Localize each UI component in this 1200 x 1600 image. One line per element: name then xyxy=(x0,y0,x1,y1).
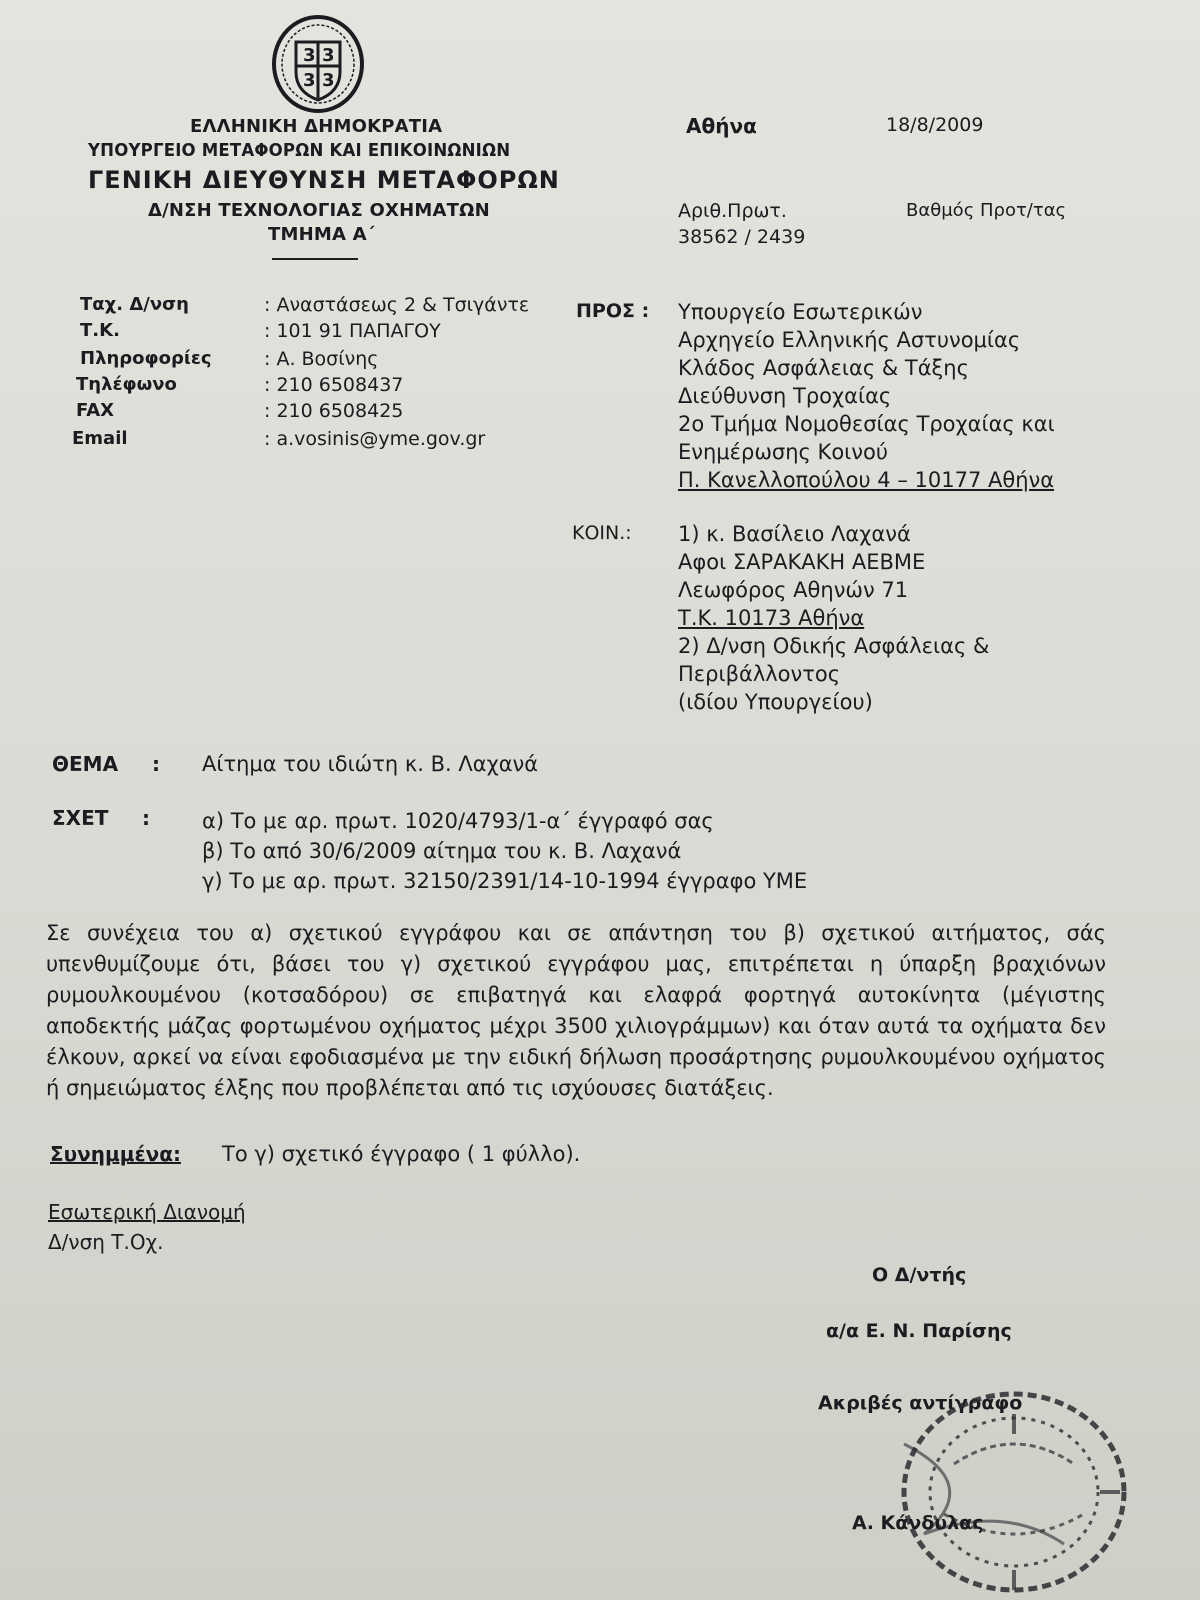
subject-colon: : xyxy=(152,752,160,776)
subject-label: ΘΕΜΑ xyxy=(52,752,119,776)
svg-text:3: 3 xyxy=(322,45,335,66)
meta-date: 18/8/2009 xyxy=(886,114,984,136)
meta-protocol-label: Αριθ.Πρωτ. xyxy=(678,200,787,222)
certified-copy-label: Ακριβές αντίγραφο xyxy=(818,1392,1023,1414)
ref-item: α) Το με αρ. πρωτ. 1020/4793/1-α΄ έγγραφό σας xyxy=(202,809,714,833)
contact-email: : a.vosinis@yme.gov.gr xyxy=(264,428,486,450)
cc-label: ΚΟΙΝ.: xyxy=(572,522,632,544)
cc-line: Τ.Κ. 10173 Αθήνα xyxy=(678,606,865,630)
to-label: ΠΡΟΣ : xyxy=(576,300,650,322)
greek-coat-of-arms-icon xyxy=(270,14,366,114)
attachments-label: Συνημμένα: xyxy=(50,1142,181,1166)
to-line: Αρχηγείο Ελληνικής Αστυνομίας xyxy=(678,328,1021,352)
to-address: Π. Κανελλοπούλου 4 – 10177 Αθήνα xyxy=(678,468,1055,492)
header-ministry: ΥΠΟΥΡΓΕΙΟ ΜΕΤΑΦΟΡΩΝ ΚΑΙ ΕΠΙΚΟΙΝΩΝΙΩΝ xyxy=(88,140,511,161)
contact-value: : Αναστάσεως 2 & Τσιγάντε xyxy=(264,294,530,316)
signature-name: α/α Ε. Ν. Παρίσης xyxy=(826,1320,1012,1342)
header-country: ΕΛΛΗΝΙΚΗ ΔΗΜΟΚΡΑΤΙΑ xyxy=(190,116,443,137)
internal-label: Εσωτερική Διανομή xyxy=(48,1200,246,1224)
contact-value: : 210 6508425 xyxy=(264,400,404,422)
to-recipients xyxy=(678,298,1055,494)
contact-label: Τ.Κ. xyxy=(80,320,120,341)
contact-label: Πληροφορίες xyxy=(80,348,212,369)
cc-line: Αφοι ΣΑΡΑΚΑΚΗ ΑΕΒΜΕ xyxy=(678,550,926,574)
to-line: Κλάδος Ασφάλειας & Τάξης xyxy=(678,356,969,380)
contact-value: : 101 91 ΠΑΠΑΓΟΥ xyxy=(264,320,441,342)
subject-text: Αίτημα του ιδιώτη κ. Β. Λαχανά xyxy=(202,752,539,776)
cc-line: (ιδίου Υπουργείου) xyxy=(678,690,873,714)
svg-text:3: 3 xyxy=(303,45,316,66)
contact-label: Τηλέφωνο xyxy=(76,374,177,395)
ref-item: β) Το από 30/6/2009 αίτημα του κ. Β. Λαχανά xyxy=(202,839,682,863)
refs-colon: : xyxy=(142,806,150,830)
refs-label: ΣΧΕΤ xyxy=(52,806,109,830)
to-line: 2ο Τμήμα Νομοθεσίας Τροχαίας και xyxy=(678,412,1055,436)
certifier-name: Α. Κάνδυλας xyxy=(852,1512,984,1534)
svg-text:3: 3 xyxy=(303,70,316,91)
header-department: ΤΜΗΜΑ Α΄ xyxy=(268,224,375,245)
to-line: Διεύθυνση Τροχαίας xyxy=(678,384,892,408)
attachments-text: Το γ) σχετικό έγγραφο ( 1 φύλλο). xyxy=(222,1142,581,1166)
contact-value: : Α. Βοσίνης xyxy=(264,348,379,370)
cc-line: 2) Δ/νση Οδικής Ασφάλειας & xyxy=(678,634,990,658)
cc-line: Περιβάλλοντος xyxy=(678,662,841,686)
meta-protocol-number: 38562 / 2439 xyxy=(678,226,806,248)
ref-item: γ) Το με αρ. πρωτ. 32150/2391/14-10-1994 έγγραφο ΥΜΕ xyxy=(202,869,808,893)
svg-text:3: 3 xyxy=(322,70,335,91)
header-divider xyxy=(272,258,358,260)
cc-line: Λεωφόρος Αθηνών 71 xyxy=(678,578,909,602)
body-paragraph: Σε συνέχεια του α) σχετικού εγγράφου και σε απάντηση του β) σχετικού αιτήματος, σάς υπενθυμίζουμε ότι, βάσει του γ) σχετικού εγγράφου μας, επιτρέπεται η ύπαρξη βραχιόνων ρυμουλκουμένου (κοτσαδόρου) σε επιβατηγά και ελαφρά φορτηγά αυτοκίνητα (μέγιστης αποδεκτής μάζας φορτωμένου οχήματος μέχρι 3500 χιλιογράμμων) και όταν αυτά τα οχήματα δεν έλκουν, αρκεί να είναι εφοδιασμένα με την ειδική δήλωση προσάρτησης ρυμουλκουμένου οχήματος ή σημειώματος έλξης που προβλέπεται από τις ισχύουσες διατάξεις. xyxy=(46,921,1106,1100)
header-directorate: Δ/ΝΣΗ ΤΕΧΝΟΛΟΓΙΑΣ ΟΧΗΜΑΤΩΝ xyxy=(148,200,490,221)
meta-city: Αθήνα xyxy=(686,114,757,138)
header-directorate-general: ΓΕΝΙΚΗ ΔΙΕΥΘΥΝΣΗ ΜΕΤΑΦΟΡΩΝ xyxy=(88,166,560,194)
contact-value: : 210 6508437 xyxy=(264,374,404,396)
official-seal-stamp-icon xyxy=(864,1384,1134,1596)
internal-text: Δ/νση Τ.Οχ. xyxy=(48,1230,164,1254)
refs-list xyxy=(202,806,807,896)
signature-title: Ο Δ/ντής xyxy=(872,1264,967,1286)
contact-label: Ταχ. Δ/νση xyxy=(80,294,189,315)
contact-label: Email xyxy=(72,428,128,449)
to-line: Υπουργείο Εσωτερικών xyxy=(678,300,923,324)
cc-recipients xyxy=(678,520,989,716)
to-line: Ενημέρωσης Κοινού xyxy=(678,440,889,464)
cc-line: 1) κ. Βασίλειο Λαχανά xyxy=(678,522,911,546)
meta-priority-label: Βαθμός Προτ/τας xyxy=(906,200,1067,221)
contact-label: FAX xyxy=(76,400,115,421)
